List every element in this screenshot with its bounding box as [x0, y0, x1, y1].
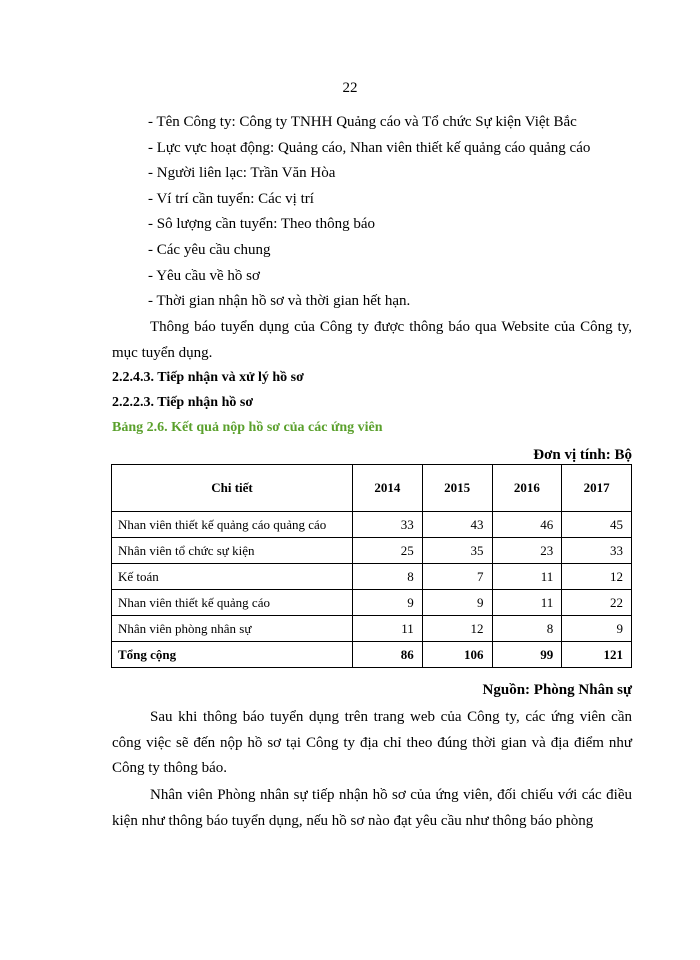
cell-value: 33 — [353, 512, 423, 538]
row-label: Nhan viên thiết kế quảng cáo — [112, 590, 353, 616]
table-row — [112, 616, 632, 642]
cell-value: 8 — [492, 616, 562, 642]
cell-value: 9 — [562, 616, 632, 642]
cell-value: 33 — [562, 538, 632, 564]
table-row — [112, 538, 632, 564]
cell-value: 12 — [562, 564, 632, 590]
paragraph-text: Nhân viên Phòng nhân sự tiếp nhận hồ sơ của ứng viên, đối chiếu với các điều kiện như thông báo tuyển dụng, nếu hồ sơ nào đạt yêu cầu như thông báo phòng — [112, 787, 632, 829]
list-item: - Người liên lạc: Trần Văn Hòa — [148, 165, 336, 182]
cell-value: 46 — [492, 512, 562, 538]
cell-value: 11 — [492, 564, 562, 590]
subsection-heading: 2.2.2.3. Tiếp nhận hồ sơ — [112, 395, 254, 410]
cell-value: 11 — [353, 616, 423, 642]
list-item: - Lực vực hoạt động: Quảng cáo, Nhan viên thiết kế quảng cáo quảng cáo — [148, 139, 591, 156]
table-total-row — [112, 642, 632, 668]
row-label: Nhan viên thiết kế quảng cáo quảng cáo — [112, 512, 353, 538]
list-item: - Các yêu cầu chung — [148, 241, 271, 258]
list-item: - Ví trí cần tuyển: Các vị trí — [148, 190, 314, 207]
header-2016: 2016 — [492, 465, 562, 512]
cell-value: 11 — [492, 590, 562, 616]
company-info-list — [148, 110, 590, 315]
cell-value: 9 — [422, 590, 492, 616]
cell-value: 35 — [422, 538, 492, 564]
list-item: - Yêu cầu về hồ sơ — [148, 267, 260, 284]
header-detail: Chi tiết — [112, 465, 353, 512]
cell-value: 23 — [492, 538, 562, 564]
table-row — [112, 590, 632, 616]
list-item: - Sô lượng cần tuyển: Theo thông báo — [148, 216, 375, 233]
section-heading: 2.2.4.3. Tiếp nhận và xử lý hồ sơ — [112, 370, 304, 385]
list-item: - Thời gian nhận hồ sơ và thời gian hết hạn. — [148, 293, 411, 310]
body-paragraph — [112, 705, 632, 782]
applications-table — [111, 464, 632, 668]
header-2017: 2017 — [562, 465, 632, 512]
cell-value: 45 — [562, 512, 632, 538]
row-label: Kế toán — [112, 564, 353, 590]
source-label: Nguồn: Phòng Nhân sự — [482, 682, 632, 698]
page-number: 22 — [342, 80, 358, 96]
cell-value: 9 — [353, 590, 423, 616]
total-value: 86 — [353, 642, 423, 668]
table-caption: Bảng 2.6. Kết quả nộp hồ sơ của các ứng viên — [112, 420, 383, 435]
cell-value: 25 — [353, 538, 423, 564]
notice-paragraph — [112, 315, 632, 366]
cell-value: 8 — [353, 564, 423, 590]
cell-value: 7 — [422, 564, 492, 590]
table-header-row — [112, 465, 632, 512]
cell-value: 22 — [562, 590, 632, 616]
total-value: 106 — [422, 642, 492, 668]
row-label: Nhân viên phòng nhân sự — [112, 616, 353, 642]
list-item: - Tên Công ty: Công ty TNHH Quảng cáo và Tổ chức Sự kiện Việt Bắc — [148, 114, 577, 130]
total-value: 99 — [492, 642, 562, 668]
cell-value: 12 — [422, 616, 492, 642]
total-label: Tổng cộng — [112, 642, 353, 668]
unit-label: Đơn vị tính: Bộ — [533, 447, 632, 463]
table-row — [112, 512, 632, 538]
row-label: Nhân viên tổ chức sự kiện — [112, 538, 353, 564]
total-value: 121 — [562, 642, 632, 668]
header-2014: 2014 — [353, 465, 423, 512]
notice-text: Thông báo tuyển dụng của Công ty được thông báo qua Website của Công ty, mục tuyển dụng. — [112, 319, 632, 361]
body-paragraph — [112, 783, 632, 834]
paragraph-text: Sau khi thông báo tuyển dụng trên trang web của Công ty, các ứng viên cần công việc sẽ đến nộp hồ sơ tại Công ty địa chỉ theo đúng thời gian và địa điểm như Công ty thông báo. — [112, 709, 632, 776]
table-row — [112, 564, 632, 590]
cell-value: 43 — [422, 512, 492, 538]
header-2015: 2015 — [422, 465, 492, 512]
